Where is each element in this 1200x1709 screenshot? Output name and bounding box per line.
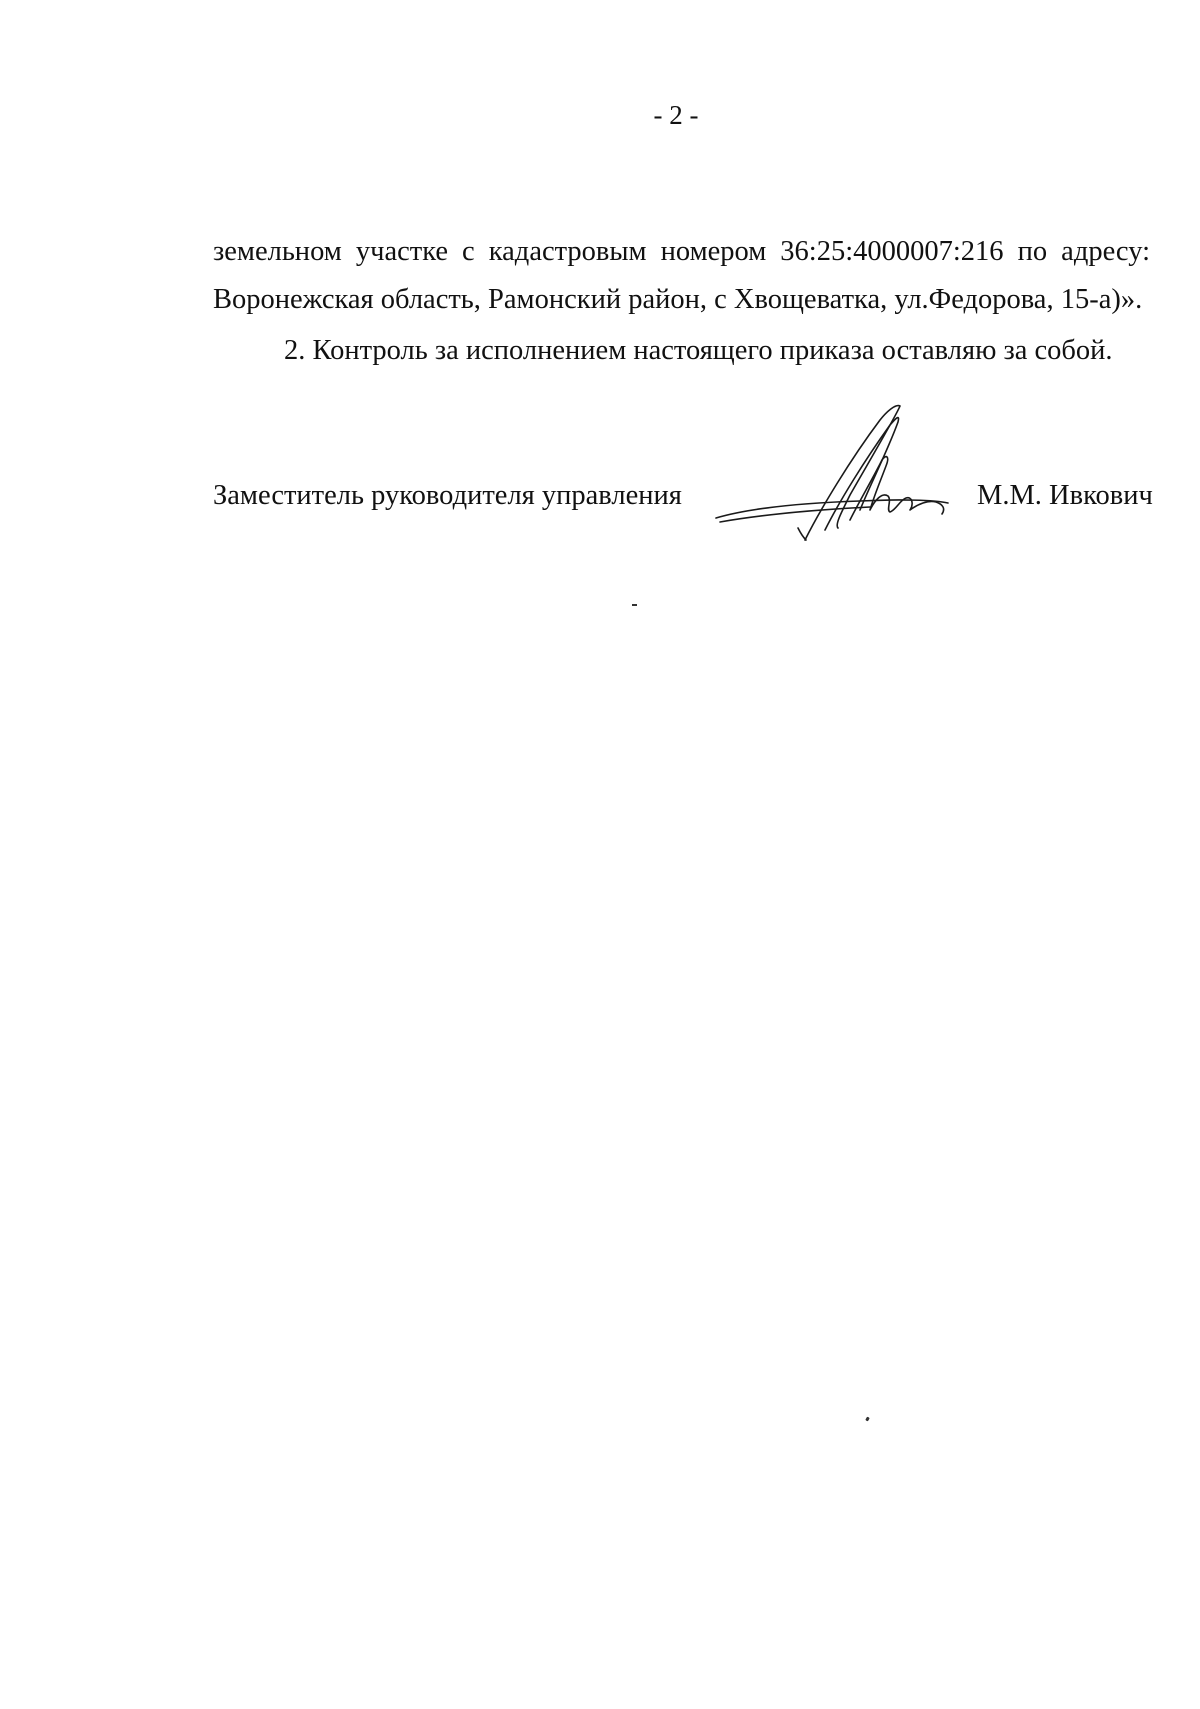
page-number: - 2 - [653, 100, 699, 130]
signer-name: М.М. Ивкович [977, 480, 1153, 511]
paragraph-line: земельном участке с кадастровым номером 36:25:4000007:216 по адресу: [213, 236, 1150, 267]
handwritten-signature [710, 400, 960, 550]
paragraph-line: Воронежская область, Рамонский район, с Хвощеватка, ул.Федорова, 15-а)». [213, 284, 1143, 315]
scan-mark [865, 1417, 870, 1422]
paragraph-address [213, 228, 1150, 324]
paragraph-control-clause: 2. Контроль за исполнением настоящего приказа оставляю за собой. [284, 335, 1113, 366]
signatory-position-title: Заместитель руководителя управления [213, 480, 682, 511]
scan-mark [632, 604, 637, 606]
